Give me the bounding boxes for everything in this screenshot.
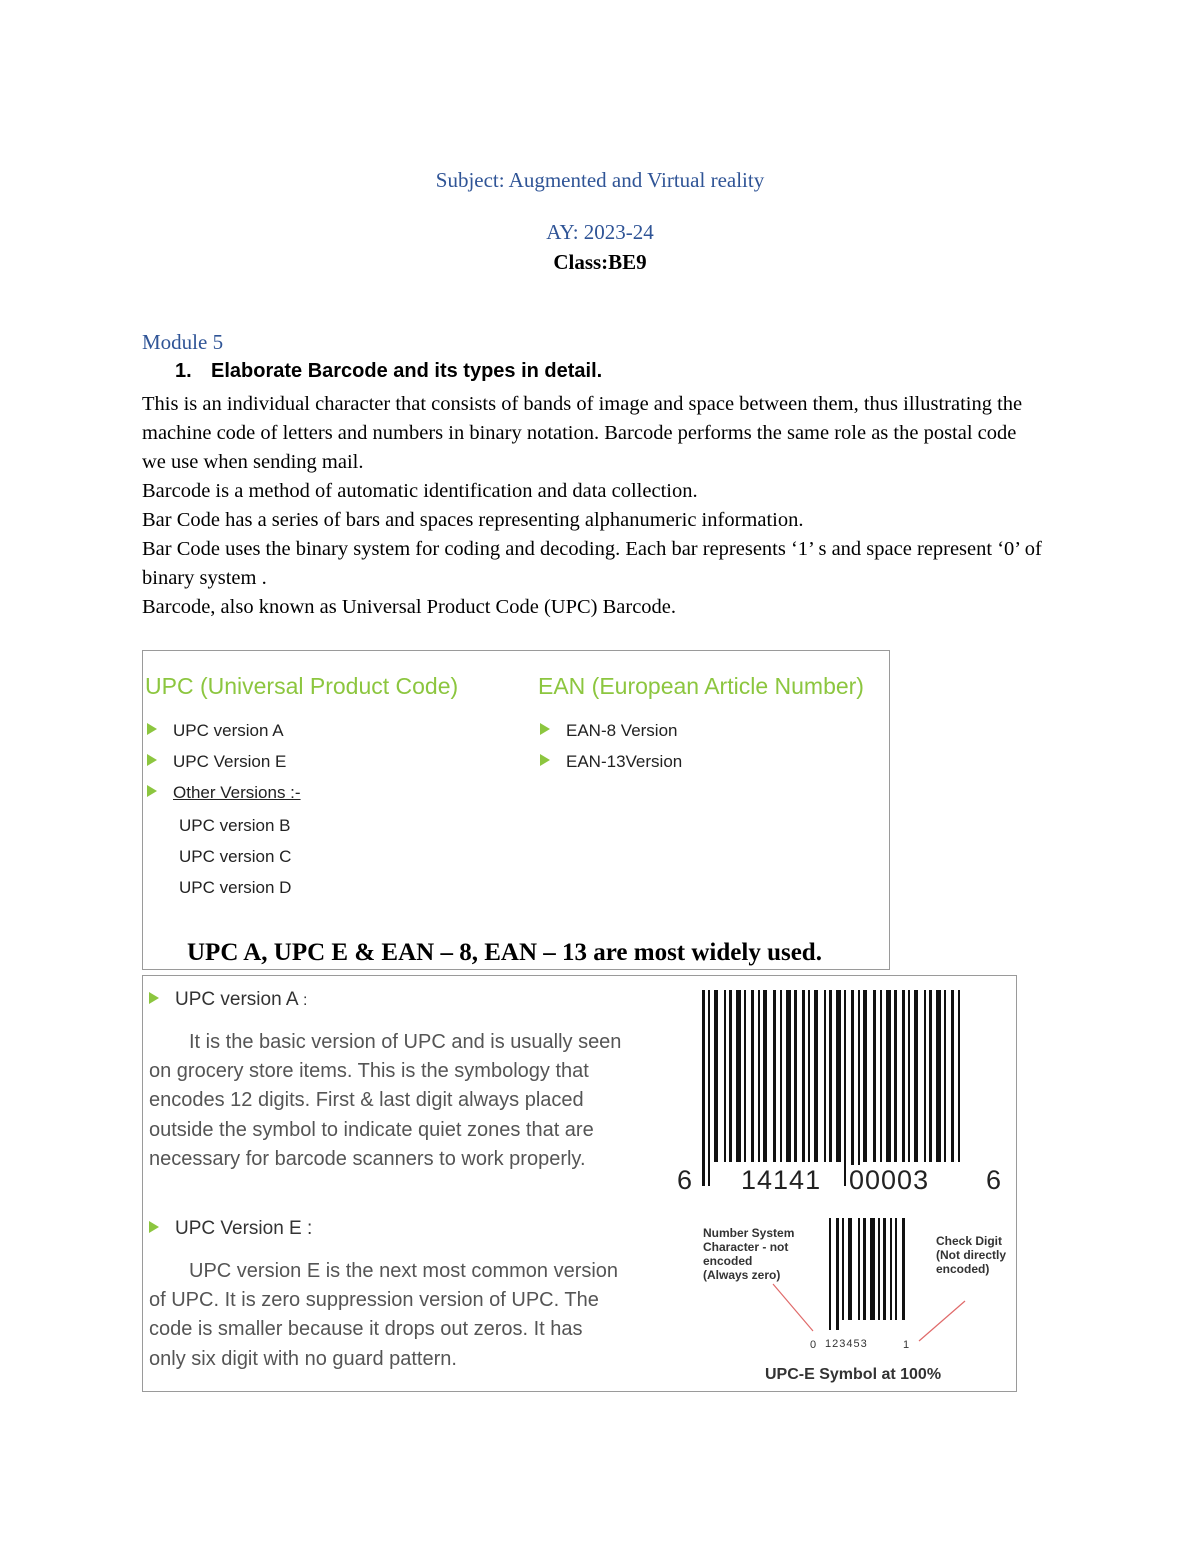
- barcode-bar: [958, 990, 960, 1162]
- barcode-bar: [702, 990, 705, 1186]
- barcode-bar: [873, 990, 876, 1162]
- barcode-bar: [786, 990, 791, 1162]
- figure-caption: UPC A, UPC E & EAN – 8, EAN – 13 are most widely used.: [187, 939, 822, 966]
- barcode-bar: [902, 990, 905, 1162]
- list-item: UPC Version E: [147, 752, 286, 772]
- upce-caption: UPC-E Symbol at 100%: [765, 1366, 942, 1383]
- barcode-bar: [724, 990, 726, 1162]
- paragraph: Bar Code uses the binary system for coding and decoding. Each bar represents ‘1’ s and space represent ‘0’ of binary system .: [142, 538, 1042, 589]
- barcode-bar: [863, 990, 867, 1162]
- barcode-bar: [924, 990, 926, 1162]
- barcode-bar: [929, 990, 932, 1162]
- bullet-arrow-icon: [540, 754, 550, 766]
- barcode-bar: [908, 990, 910, 1162]
- barcode-bar: [894, 990, 897, 1162]
- sub-list-item: UPC version B: [179, 816, 291, 835]
- ean-title: EAN (European Article Number): [538, 673, 864, 699]
- barcode-bar: [886, 990, 891, 1162]
- list-item: Other Versions :-: [147, 783, 301, 803]
- barcode-bar: [858, 990, 860, 1186]
- barcode-bar: [708, 990, 710, 1186]
- upca-description: It is the basic version of UPC and is usually seen on grocery store items. This is the symbology that encodes 12 digits. First & last digit always placed outside the symbol to indicate quiet zones that are necessary for barcode scanners to work properly.: [149, 1031, 622, 1170]
- paragraph: Barcode is a method of automatic identification and data collection.: [142, 480, 698, 502]
- upce-bars: [829, 1218, 905, 1330]
- barcode-bar: [914, 990, 918, 1162]
- paragraph: This is an individual character that consists of bands of image and space between them, thus illustrating the machine code of letters and numbers in binary notation. Barcode performs the same role as the postal code we use when sending mail.: [142, 393, 1023, 473]
- barcode-bar: [951, 990, 954, 1162]
- bullet-arrow-icon: [149, 992, 159, 1004]
- barcode-bar: [880, 990, 882, 1162]
- barcode-bar: [829, 990, 832, 1162]
- upca-heading: UPC version A :: [149, 989, 307, 1011]
- upce-heading: UPC Version E :: [149, 1218, 312, 1240]
- barcode-bar: [763, 990, 767, 1162]
- question-text: Elaborate Barcode and its types in detail.: [211, 360, 603, 382]
- barcode-bar: [814, 990, 818, 1162]
- upca-right-digit: 6: [986, 1165, 1002, 1195]
- pointer-line: [773, 1284, 813, 1331]
- barcode-bar: [744, 990, 746, 1162]
- upce-right-digit: 1: [903, 1339, 910, 1351]
- bullet-arrow-icon: [147, 723, 157, 735]
- check-digit-label: Check Digit (Not directly encoded): [936, 1234, 1007, 1276]
- academic-year: AY: 2023-24: [546, 220, 654, 244]
- question-number: 1.: [175, 360, 192, 382]
- bullet-arrow-icon: [540, 723, 550, 735]
- barcode-bar: [773, 990, 776, 1162]
- list-item: EAN-13Version: [540, 752, 682, 772]
- barcode-bar: [848, 1218, 852, 1320]
- paragraph: Barcode, also known as Universal Product Code (UPC) Barcode.: [142, 596, 677, 618]
- barcode-bar: [794, 990, 797, 1162]
- barcode-bar: [714, 990, 718, 1162]
- upca-bars: [702, 990, 960, 1186]
- barcode-bar: [944, 990, 946, 1162]
- question-heading: [175, 360, 602, 383]
- barcode-bar: [858, 1218, 860, 1320]
- upca-left-digits: 14141: [741, 1165, 822, 1195]
- barcode-bar: [883, 1218, 886, 1320]
- pointer-line: [919, 1301, 965, 1341]
- barcode-bar: [751, 990, 754, 1162]
- upca-left-digit: 6: [677, 1165, 693, 1195]
- sub-list-item: UPC version C: [179, 847, 292, 866]
- barcode-bar: [895, 1218, 897, 1320]
- paragraph: Bar Code has a series of bars and spaces representing alphanumeric information.: [142, 509, 804, 531]
- barcode-bar: [836, 1218, 839, 1330]
- number-system-label: Number System Character - not encoded (Always zero): [703, 1226, 795, 1282]
- barcode-bar: [802, 990, 805, 1162]
- upce-digits: 123453: [825, 1338, 868, 1350]
- barcode-bar: [863, 1218, 866, 1320]
- barcode-bar: [824, 990, 826, 1162]
- upce-description: UPC version E is the next most common version of UPC. It is zero suppression version of UPC. The code is smaller because it drops out zeros. It has only six digit with no guard pattern.: [149, 1260, 619, 1370]
- barcode-bar: [836, 990, 841, 1162]
- upc-title: UPC (Universal Product Code): [145, 673, 459, 699]
- barcode-bar: [844, 990, 846, 1186]
- barcode-bar: [808, 990, 810, 1162]
- bullet-arrow-icon: [147, 785, 157, 797]
- bullet-arrow-icon: [147, 754, 157, 766]
- barcode-bar: [729, 990, 732, 1162]
- barcode-bar: [758, 990, 760, 1162]
- barcode-bar: [902, 1218, 905, 1320]
- barcode-bar: [878, 1218, 880, 1320]
- class-label: Class:BE9: [553, 250, 647, 274]
- barcode-bar: [890, 1218, 892, 1320]
- sub-list-item: UPC version D: [179, 878, 292, 897]
- upce-barcode: [753, 1216, 993, 1356]
- barcode-bar: [736, 990, 741, 1162]
- barcode-bar: [936, 990, 941, 1162]
- list-item: EAN-8 Version: [540, 721, 678, 741]
- barcode-bar: [842, 1218, 844, 1320]
- upc-versions-figure: [142, 975, 1017, 1392]
- upce-left-digit: 0: [810, 1339, 817, 1351]
- barcode-bar: [829, 1218, 831, 1330]
- list-item: UPC version A: [147, 721, 284, 741]
- subject-line: Subject: Augmented and Virtual reality: [435, 168, 765, 192]
- upca-right-digits: 00003: [849, 1165, 930, 1195]
- barcode-bar: [870, 1218, 875, 1320]
- barcode-types-figure: [142, 650, 890, 970]
- barcode-bar: [780, 990, 782, 1162]
- bullet-arrow-icon: [149, 1221, 159, 1233]
- barcode-bar: [851, 990, 854, 1186]
- module-title: Module 5: [142, 330, 224, 354]
